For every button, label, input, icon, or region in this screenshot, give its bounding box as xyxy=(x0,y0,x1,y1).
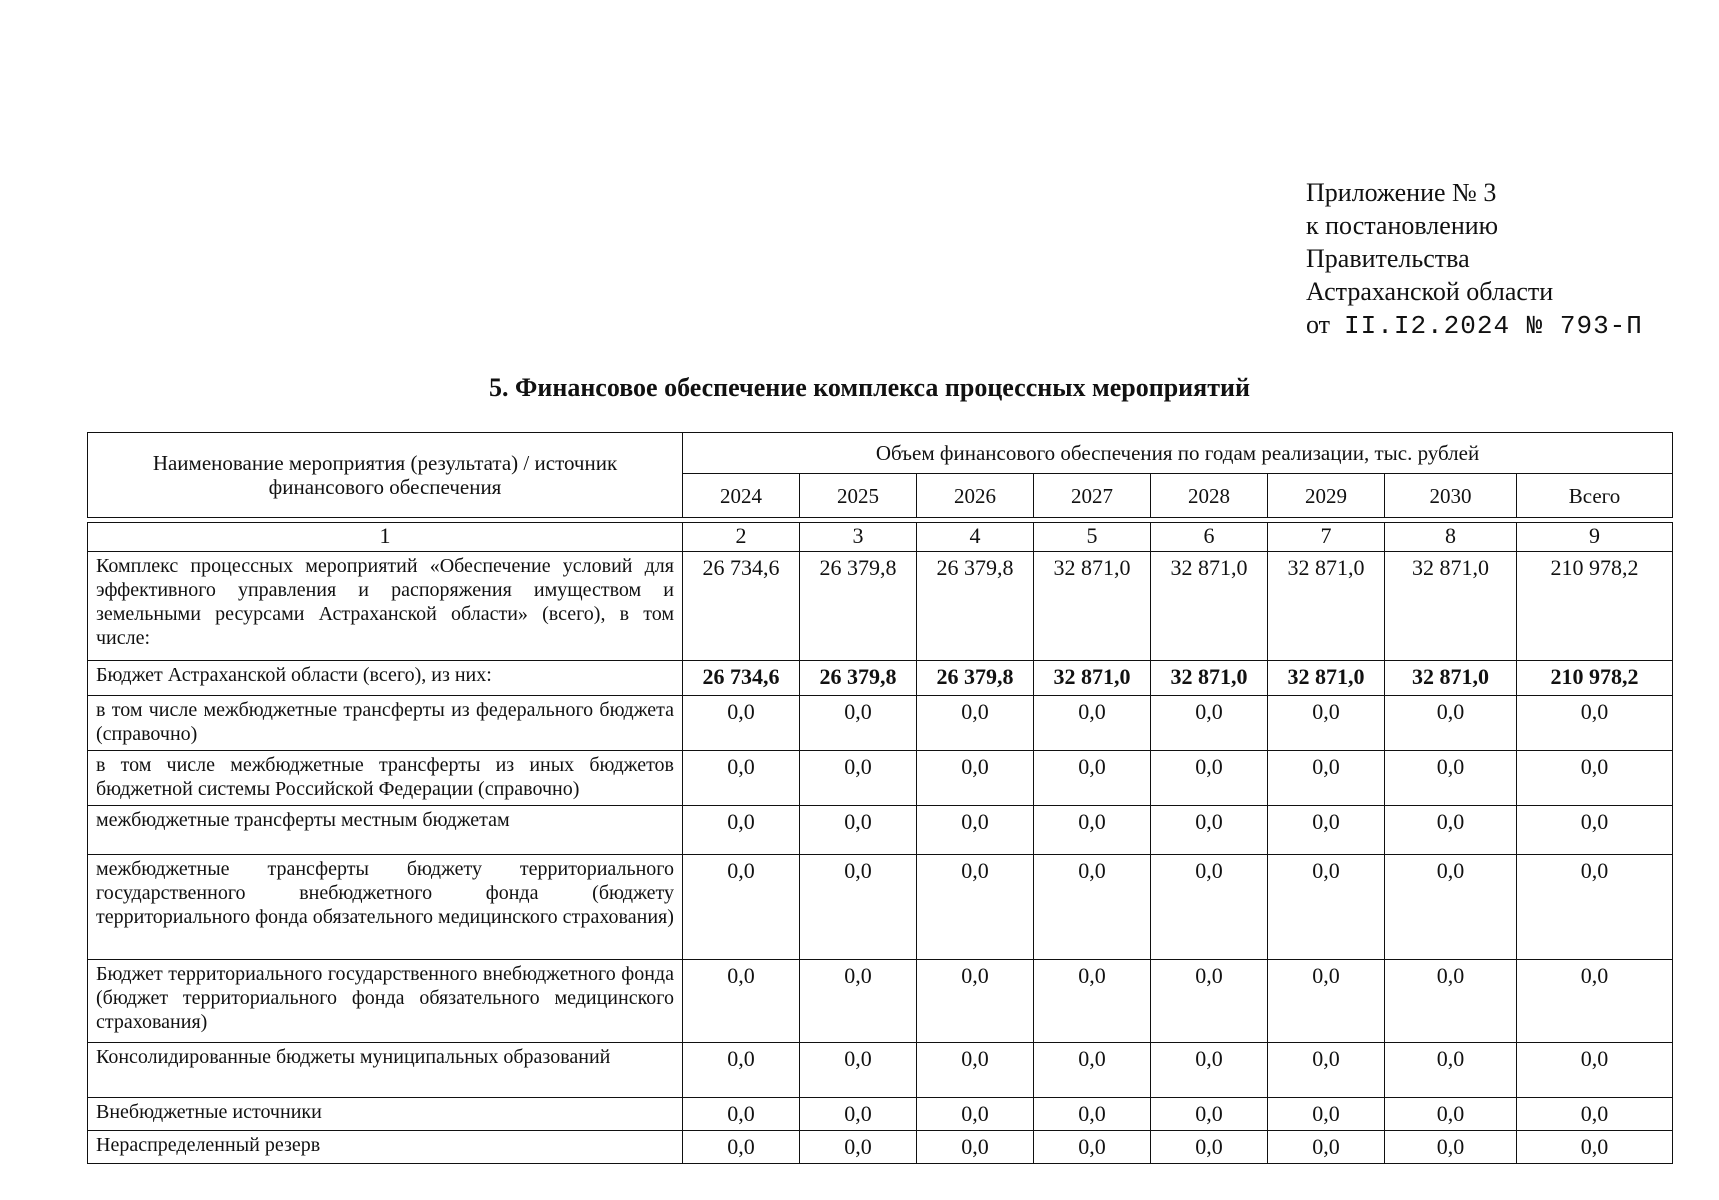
row-value-cell: 32 871,0 xyxy=(1151,552,1268,661)
row-value-cell: 0,0 xyxy=(1151,1131,1268,1164)
row-total-cell: 0,0 xyxy=(1517,1043,1673,1098)
row-value-cell: 0,0 xyxy=(1268,1043,1385,1098)
column-number: 1 xyxy=(88,523,683,552)
row-value-cell: 0,0 xyxy=(800,1098,917,1131)
column-number: 6 xyxy=(1151,523,1268,552)
row-value-cell: 32 871,0 xyxy=(1034,661,1151,696)
appendix-line: Приложение № 3 xyxy=(1306,178,1497,207)
row-value-cell: 0,0 xyxy=(1151,696,1268,751)
table-row xyxy=(88,855,1673,960)
row-value-cell: 0,0 xyxy=(1268,751,1385,806)
row-value-cell: 0,0 xyxy=(1034,1131,1151,1164)
row-value-cell: 0,0 xyxy=(1268,806,1385,855)
year-header: 2029 xyxy=(1268,474,1385,518)
row-value-cell: 0,0 xyxy=(1385,751,1517,806)
row-value-cell: 0,0 xyxy=(1034,806,1151,855)
row-name-cell: межбюджетные трансферты местным бюджетам xyxy=(88,806,683,855)
row-name-cell: Бюджет Астраханской области (всего), из них: xyxy=(88,661,683,696)
row-total-cell: 0,0 xyxy=(1517,696,1673,751)
table-row xyxy=(88,1131,1673,1164)
row-value-cell: 0,0 xyxy=(683,1043,800,1098)
table-row xyxy=(88,696,1673,751)
row-name-cell: Бюджет территориального государственного внебюджетного фонда (бюджет территориального фонда обязательного медицинского страхования) xyxy=(88,960,683,1043)
column-number: 3 xyxy=(800,523,917,552)
appendix-block xyxy=(1306,176,1643,343)
row-value-cell: 0,0 xyxy=(917,1131,1034,1164)
row-value-cell: 0,0 xyxy=(1034,1098,1151,1131)
row-total-cell: 0,0 xyxy=(1517,806,1673,855)
row-value-cell: 0,0 xyxy=(1385,960,1517,1043)
row-value-cell: 26 379,8 xyxy=(800,661,917,696)
appendix-date-prefix: от xyxy=(1306,310,1331,339)
row-value-cell: 0,0 xyxy=(683,806,800,855)
header-row xyxy=(88,433,1673,474)
table-row xyxy=(88,661,1673,696)
year-header: 2030 xyxy=(1385,474,1517,518)
row-value-cell: 0,0 xyxy=(1268,696,1385,751)
row-total-cell: 210 978,2 xyxy=(1517,661,1673,696)
year-header: 2027 xyxy=(1034,474,1151,518)
total-header: Всего xyxy=(1517,474,1673,518)
column-number: 8 xyxy=(1385,523,1517,552)
row-value-cell: 26 379,8 xyxy=(917,661,1034,696)
table-row xyxy=(88,806,1673,855)
row-value-cell: 0,0 xyxy=(1034,1043,1151,1098)
row-value-cell: 32 871,0 xyxy=(1151,661,1268,696)
column-number: 2 xyxy=(683,523,800,552)
row-value-cell: 0,0 xyxy=(1151,960,1268,1043)
column-number: 7 xyxy=(1268,523,1385,552)
year-header: 2026 xyxy=(917,474,1034,518)
row-value-cell: 0,0 xyxy=(1151,751,1268,806)
row-value-cell: 0,0 xyxy=(1385,1043,1517,1098)
row-value-cell: 0,0 xyxy=(800,1043,917,1098)
table-row xyxy=(88,1098,1673,1131)
row-name-cell: Консолидированные бюджеты муниципальных образований xyxy=(88,1043,683,1098)
row-value-cell: 26 734,6 xyxy=(683,661,800,696)
row-total-cell: 0,0 xyxy=(1517,1131,1673,1164)
row-value-cell: 0,0 xyxy=(1268,1131,1385,1164)
row-value-cell: 0,0 xyxy=(800,806,917,855)
row-value-cell: 0,0 xyxy=(1151,806,1268,855)
row-value-cell: 0,0 xyxy=(1268,1098,1385,1131)
row-value-cell: 0,0 xyxy=(800,696,917,751)
row-name-cell: Комплекс процессных мероприятий «Обеспечение условий для эффективного управления и распоряжения имуществом и земельными ресурсами Астраханской области» (всего), в том числе: xyxy=(88,552,683,661)
row-value-cell: 0,0 xyxy=(917,1043,1034,1098)
row-value-cell: 0,0 xyxy=(1034,960,1151,1043)
row-value-cell: 0,0 xyxy=(917,696,1034,751)
row-value-cell: 0,0 xyxy=(1034,696,1151,751)
row-value-cell: 32 871,0 xyxy=(1034,552,1151,661)
row-total-cell: 0,0 xyxy=(1517,960,1673,1043)
row-value-cell: 0,0 xyxy=(1385,1131,1517,1164)
row-value-cell: 0,0 xyxy=(917,960,1034,1043)
financing-table xyxy=(87,432,1673,1164)
year-header: 2025 xyxy=(800,474,917,518)
row-value-cell: 26 379,8 xyxy=(800,552,917,661)
row-value-cell: 32 871,0 xyxy=(1268,661,1385,696)
row-name-cell: в том числе межбюджетные трансферты из иных бюджетов бюджетной системы Российской Федерации (справочно) xyxy=(88,751,683,806)
row-value-cell: 0,0 xyxy=(1151,855,1268,960)
appendix-line: к постановлению xyxy=(1306,211,1499,240)
row-value-cell: 0,0 xyxy=(1151,1098,1268,1131)
column-numbers-row xyxy=(88,523,1673,552)
row-value-cell: 0,0 xyxy=(1385,696,1517,751)
row-value-cell: 0,0 xyxy=(917,855,1034,960)
row-total-cell: 0,0 xyxy=(1517,855,1673,960)
appendix-date-line xyxy=(1306,308,1643,343)
year-header: 2028 xyxy=(1151,474,1268,518)
row-value-cell: 0,0 xyxy=(1151,1043,1268,1098)
table-row xyxy=(88,960,1673,1043)
row-value-cell: 0,0 xyxy=(683,1098,800,1131)
row-value-cell: 32 871,0 xyxy=(1385,661,1517,696)
row-value-cell: 32 871,0 xyxy=(1268,552,1385,661)
row-value-cell: 32 871,0 xyxy=(1385,552,1517,661)
row-value-cell: 0,0 xyxy=(800,855,917,960)
row-value-cell: 0,0 xyxy=(917,751,1034,806)
row-value-cell: 0,0 xyxy=(1385,1098,1517,1131)
row-value-cell: 0,0 xyxy=(1385,855,1517,960)
row-value-cell: 0,0 xyxy=(917,1098,1034,1131)
row-value-cell: 0,0 xyxy=(1034,855,1151,960)
row-value-cell: 0,0 xyxy=(800,960,917,1043)
year-header: 2024 xyxy=(683,474,800,518)
row-total-cell: 0,0 xyxy=(1517,1098,1673,1131)
column-number: 4 xyxy=(917,523,1034,552)
row-value-cell: 0,0 xyxy=(800,751,917,806)
column-number: 9 xyxy=(1517,523,1673,552)
volume-header: Объем финансового обеспечения по годам реализации, тыс. рублей xyxy=(683,433,1673,474)
appendix-date-stamp: II.I2.2024 № 793-П xyxy=(1344,311,1643,341)
row-name-cell: межбюджетные трансферты бюджету территориального государственного внебюджетного фонда (бюджету территориального фонда обязательного медицинского страхования) xyxy=(88,855,683,960)
row-total-cell: 210 978,2 xyxy=(1517,552,1673,661)
table-row xyxy=(88,751,1673,806)
row-value-cell: 26 379,8 xyxy=(917,552,1034,661)
name-column-header: Наименование мероприятия (результата) / источник финансового обеспечения xyxy=(88,433,683,518)
row-value-cell: 0,0 xyxy=(1268,855,1385,960)
page-title-text: 5. Финансовое обеспечение комплекса процессных мероприятий xyxy=(489,373,1250,402)
row-value-cell: 0,0 xyxy=(683,1131,800,1164)
row-value-cell: 26 734,6 xyxy=(683,552,800,661)
row-value-cell: 0,0 xyxy=(683,696,800,751)
row-name-cell: Внебюджетные источники xyxy=(88,1098,683,1131)
row-value-cell: 0,0 xyxy=(683,960,800,1043)
row-total-cell: 0,0 xyxy=(1517,751,1673,806)
table-row xyxy=(88,1043,1673,1098)
row-name-cell: в том числе межбюджетные трансферты из федерального бюджета (справочно) xyxy=(88,696,683,751)
row-value-cell: 0,0 xyxy=(683,855,800,960)
table-row xyxy=(88,552,1673,661)
row-value-cell: 0,0 xyxy=(1034,751,1151,806)
row-value-cell: 0,0 xyxy=(683,751,800,806)
column-number: 5 xyxy=(1034,523,1151,552)
appendix-line: Астраханской области xyxy=(1306,277,1554,306)
appendix-line: Правительства xyxy=(1306,244,1470,273)
row-value-cell: 0,0 xyxy=(1268,960,1385,1043)
row-value-cell: 0,0 xyxy=(917,806,1034,855)
row-value-cell: 0,0 xyxy=(1385,806,1517,855)
page-title xyxy=(0,373,1719,403)
row-name-cell: Нераспределенный резерв xyxy=(88,1131,683,1164)
row-value-cell: 0,0 xyxy=(800,1131,917,1164)
